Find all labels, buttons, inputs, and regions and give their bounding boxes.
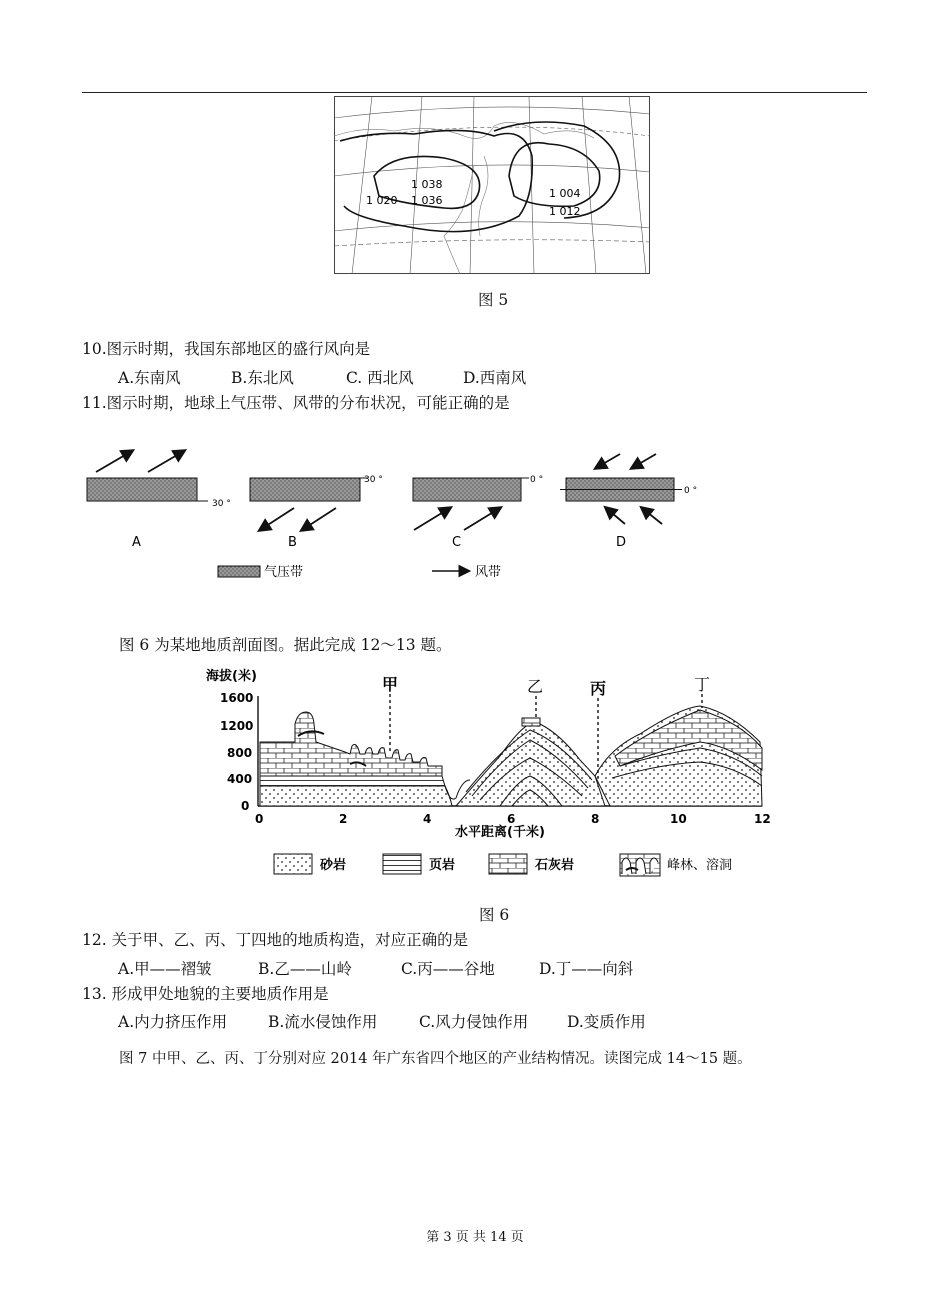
isobar-label: 1 020 (366, 194, 398, 207)
legend-shale-label: 页岩 (429, 858, 456, 873)
x-tick-label: 10 (670, 812, 687, 826)
y-tick-label: 1200 (220, 719, 254, 733)
q12-option-a[interactable]: A.甲——褶皱 (118, 960, 212, 978)
legend-sandstone-label: 砂岩 (320, 858, 347, 873)
legend-limestone-swatch (489, 854, 527, 874)
legend-karst-swatch (620, 854, 660, 876)
legend-pressure-label: 气压带 (264, 565, 304, 580)
question-10-stem: 10.图示时期，我国东部地区的盛行风向是 (82, 340, 371, 358)
figure-6-caption: 图 6 (479, 906, 510, 924)
q12-option-c[interactable]: C.丙——谷地 (401, 960, 495, 978)
wind-arrow (260, 508, 294, 530)
header-rule (82, 92, 867, 93)
figure-7-intro: 图 7 中甲、乙、丙、丁分别对应 2014 年广东省四个地区的产业结构情况。读图完成 14～15 题。 (119, 1051, 752, 1067)
place-label-yi: 乙 (527, 677, 544, 696)
pressure-belt-b (250, 478, 360, 501)
panel-label-a: A (132, 535, 141, 550)
pressure-wind-belt-diagram (80, 440, 720, 585)
place-label-ding: 丁 (694, 675, 711, 694)
q13-option-a[interactable]: A.内力挤压作用 (118, 1013, 228, 1031)
latitude-label-b: 30 ° (364, 475, 383, 485)
panel-label-d: D (616, 535, 627, 550)
x-tick-label: 12 (754, 812, 771, 826)
q10-option-b[interactable]: B.东北风 (231, 369, 294, 387)
question-11-stem: 11.图示时期，地球上气压带、风带的分布状况，可能正确的是 (82, 394, 510, 412)
isobar-label: 1 004 (549, 187, 581, 200)
panel-label-c: C (452, 535, 462, 550)
legend-sandstone-swatch (274, 854, 312, 874)
pressure-belt-c (413, 478, 521, 501)
isobar-label: 1 012 (549, 205, 581, 218)
latitude-label-a: 30 ° (212, 499, 231, 509)
figure-6-intro: 图 6 为某地地质剖面图。据此完成 12～13 题。 (119, 636, 452, 654)
wind-arrow (596, 454, 620, 468)
q10-option-c[interactable]: C. 西北风 (346, 369, 414, 387)
legend-pressure-swatch (218, 566, 260, 577)
x-axis-title: 水平距离(千米) (455, 825, 545, 840)
q13-option-d[interactable]: D.变质作用 (567, 1013, 646, 1031)
wind-arrow (96, 451, 132, 472)
wind-arrow (464, 508, 500, 530)
x-tick-label: 8 (591, 812, 600, 826)
figure-5-isobar-map (334, 96, 650, 274)
legend-shale-swatch (383, 854, 421, 874)
q12-option-d[interactable]: D.丁——向斜 (539, 960, 634, 978)
wind-arrow (302, 508, 336, 530)
wind-arrow (606, 508, 625, 524)
wind-arrow (642, 508, 662, 524)
q10-option-d[interactable]: D.西南风 (463, 369, 527, 387)
place-label-jia: 甲 (382, 675, 399, 694)
question-12-stem: 12. 关于甲、乙、丙、丁四地的地质构造，对应正确的是 (82, 931, 469, 949)
x-tick-label: 6 (507, 812, 516, 826)
figure-6-geologic-profile (200, 668, 780, 888)
q13-option-c[interactable]: C.风力侵蚀作用 (419, 1013, 529, 1031)
x-tick-label: 4 (423, 812, 432, 826)
latitude-label-c: 0 ° (530, 475, 544, 485)
y-tick-label: 400 (227, 772, 253, 786)
y-tick-label: 800 (227, 746, 253, 760)
question-13-stem: 13. 形成甲处地貌的主要地质作用是 (82, 985, 329, 1003)
x-tick-label: 2 (339, 812, 348, 826)
y-tick-label: 1600 (220, 691, 254, 705)
q13-option-b[interactable]: B.流水侵蚀作用 (268, 1013, 378, 1031)
legend-limestone-label: 石灰岩 (535, 858, 575, 873)
wind-arrow (148, 451, 184, 472)
wind-arrow (414, 508, 450, 530)
pressure-belt-a (87, 478, 197, 501)
legend-wind-label: 风带 (475, 565, 502, 580)
figure-5-caption: 图 5 (478, 291, 509, 309)
q10-option-a[interactable]: A.东南风 (118, 369, 181, 387)
place-label-bing: 丙 (590, 679, 607, 698)
legend-karst-label: 峰林、溶洞 (667, 858, 733, 873)
x-tick-label: 0 (255, 812, 264, 826)
wind-arrow (632, 454, 656, 468)
q12-option-b[interactable]: B.乙——山岭 (258, 960, 352, 978)
isobar-label: 1 038 (411, 178, 443, 191)
latitude-label-d: 0 ° (684, 486, 698, 496)
isobar-label: 1 036 (411, 194, 443, 207)
panel-label-b: B (288, 535, 297, 550)
y-axis-title: 海拔(米) (206, 669, 257, 684)
y-tick-label: 0 (241, 799, 250, 813)
page-footer: 第 3 页 共 14 页 (426, 1230, 524, 1245)
